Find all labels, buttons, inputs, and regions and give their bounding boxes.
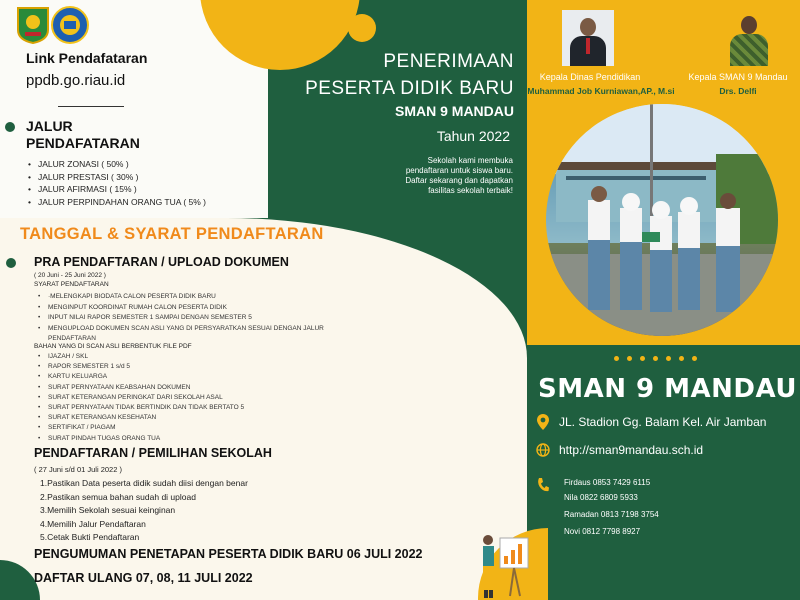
official-photo-2 [726,12,772,66]
contact-phone: Ramadan 0813 7198 3754 [564,510,659,519]
bahan-item: • IJAZAH / SKL [38,352,368,362]
poster-school: SMAN 9 MANDAU [395,103,514,119]
step2-item: 5.Cetak Bukti Pendaftaran [40,532,140,543]
jalur-item: • JALUR PRESTASI ( 30% ) [28,171,206,184]
syarat-item: • INPUT NILAI RAPOR SEMESTER 1 SAMPAI DENGAN SEMESTER 5 [38,313,368,324]
jalur-title [26,118,140,152]
decor-dot-row [614,348,705,366]
step2-item: 3.Memilih Sekolah sesuai keinginan [40,505,176,516]
desc-line: pendaftaran untuk siswa baru. [405,166,513,175]
contact-phone: Novi 0812 7798 8927 [564,527,641,536]
bahan-title: BAHAN YANG DI SCAN ASLI BERBENTUK FILE PDF [34,343,192,350]
jalur-title-line-1: JALUR [26,118,73,134]
step1-date: ( 20 Juni - 25 Juni 2022 ) [34,272,106,279]
step2-item: 1.Pastikan Data peserta didik sudah diisi dengan benar [40,478,248,488]
syarat-item: • ·MELENGKAPI BIODATA CALON PESERTA DIDIK BARU [38,292,368,303]
bullet-dot [6,258,16,268]
bahan-item: • KARTU KELUARGA [38,372,368,382]
bahan-item: • SERTIFIKAT / PIAGAM [38,423,368,433]
link-url[interactable]: ppdb.go.riau.id [26,72,126,89]
syarat-item: • MENGINPUT KOORDINAT RUMAH CALON PESERTA DIDIK [38,303,368,314]
syarat-title: SYARAT PENDAFTARAN [34,281,109,288]
step1-title: PRA PENDAFTARAN / UPLOAD DOKUMEN [34,255,289,269]
step2-date: ( 27 Juni s/d 01 Juli 2022 ) [34,465,122,474]
jalur-title-line-2: PENDAFATARAN [26,135,140,151]
jalur-item: • JALUR AFIRMASI ( 15% ) [28,183,206,196]
step2-item: 2.Pastikan semua bahan sudah di upload [40,491,196,502]
jalur-list [28,158,206,208]
bullet-dot [5,122,15,132]
poster-title [288,48,514,102]
official-role-1: Kepala Dinas Pendidikan [539,72,641,82]
poster-description [340,156,513,196]
bahan-item: • RAPOR SEMESTER 1 s/d 5 [38,362,368,372]
section-title: TANGGAL & SYARAT PENDAFTARAN [20,225,324,243]
jalur-item: • JALUR ZONASI ( 50% ) [28,158,206,171]
official-name-1: Muhammad Job Kurniawan,AP., M.si [527,86,675,96]
official-name-2: Drs. Delfi [719,86,757,96]
step2-item: 4.Memilih Jalur Pendaftaran [40,518,146,529]
official-role-2: Kepala SMAN 9 Mandau [688,72,788,82]
poster-year: Tahun 2022 [436,128,510,144]
contact-school-name: SMAN 9 MANDAU [538,374,797,404]
official-photo-1 [562,10,614,66]
bahan-item: • SURAT PINDAH TUGAS ORANG TUA [38,434,368,444]
jalur-item: • JALUR PERPINDAHAN ORANG TUA ( 5% ) [28,196,206,209]
desc-line: Sekolah kami membuka [427,156,513,165]
students-photo [546,104,778,336]
presenter-illustration [474,530,530,600]
contact-website[interactable]: http://sman9mandau.sch.id [559,443,704,457]
divider [58,106,124,107]
syarat-item: • MENGUPLOAD DOKUMEN SCAN ASLI YANG DI PERSYARATKAN SESUAI DENGAN JALUR PENDAFTARAN [38,324,368,345]
phone-icon [537,478,549,492]
pengumuman: PENGUMUMAN PENETAPAN PESERTA DIDIK BARU 06 JULI 2022 [34,547,423,561]
bahan-item: • SURAT PERNYATAAN KEABSAHAN DOKUMEN [38,383,368,393]
poster-title-line-1: PENERIMAAN [383,51,514,72]
step2-list [40,477,248,545]
school-logo-icon [50,6,90,44]
location-pin-icon [537,414,549,430]
globe-icon [536,443,550,457]
desc-line: fasilitas sekolah terbaik! [428,186,513,195]
desc-line: Daftar sekarang dan dapatkan [405,176,513,185]
bahan-item: • SURAT KETERANGAN PERINGKAT DARI SEKOLAH ASAL [38,393,368,403]
riau-logo-icon [16,6,50,44]
step2-title: PENDAFTARAN / PEMILIHAN SEKOLAH [34,446,272,460]
decor-yellow-dot [348,14,376,42]
contact-address: JL. Stadion Gg. Balam Kel. Air Jamban [559,415,767,429]
bahan-item: • SURAT KETERANGAN KESEHATAN [38,413,368,423]
contact-phone: Firdaus 0853 7429 6115 [564,478,651,487]
link-title: Link Pendafataran [26,50,148,66]
syarat-list [38,292,368,345]
contact-phone: Nila 0822 6809 5933 [564,493,638,502]
bahan-item: • SURAT PERNYATAAN TIDAK BERTINDIK DAN TIDAK BERTATO 5 [38,403,368,413]
bahan-list [38,352,368,444]
poster-title-line-2: PESERTA DIDIK BARU [305,78,514,99]
daftar-ulang: DAFTAR ULANG 07, 08, 11 JULI 2022 [34,571,253,585]
